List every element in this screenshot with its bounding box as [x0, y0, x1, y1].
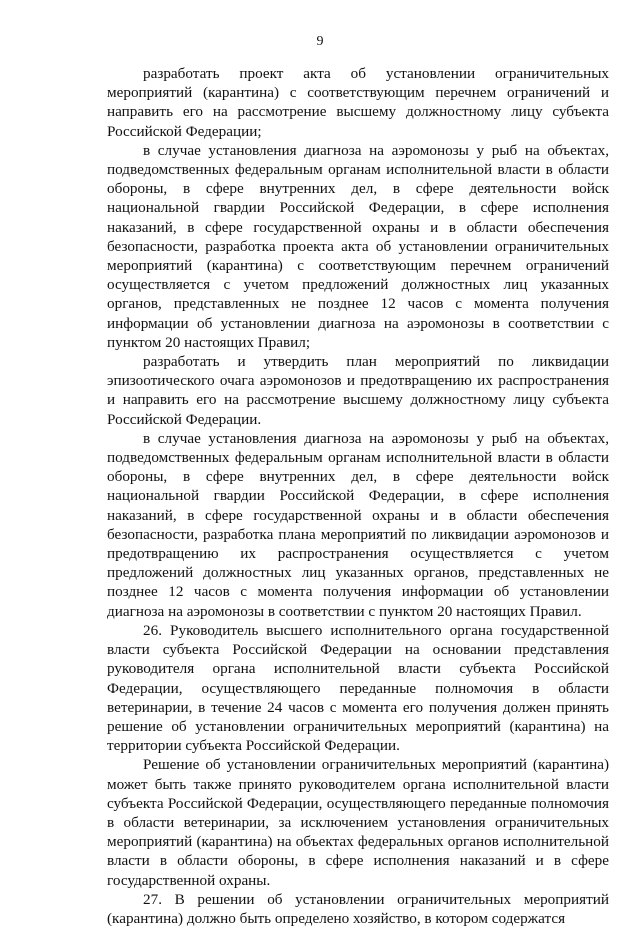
paragraph-clause-26: 26. Руководитель высшего исполнительного органа государственной власти субъекта Российской Федерации на основании представления руководителя органа исполнительной власти субъекта Российской Федерации, осуществляющего переданные полномочия в области ветеринарии, в течение 24 часов с момента его получения должен принять решение об установлении ограничительных мероприятий (карантина) на территории субъекта Российской Федерации.	[107, 621, 609, 755]
paragraph-diagnosis-federal-objects-plan: в случае установления диагноза на аэромонозы у рыб на объектах, подведомственных федеральным органам исполнительной власти в области обороны, в сфере внутренних дел, в сфере деятельности войск национальной гвардии Российской Федерации, в сфере исполнения наказаний, в сфере государственной охраны и в области обеспечения безопасности, разработка плана мероприятий по ликвидации аэромонозов и предотвращению их распространения осуществляется с учетом предложений должностных лиц указанных органов, представленных не позднее 12 часов с момента получения информации об установлении диагноза на аэромонозы в соответствии с пунктом 20 настоящих Правил.	[107, 429, 609, 620]
paragraph-clause-27: 27. В решении об установлении ограничительных мероприятий (карантина) должно быть определено хозяйство, в котором содержатся	[107, 890, 609, 927]
page-number: 9	[316, 34, 324, 49]
paragraph-quarantine-decision: Решение об установлении ограничительных мероприятий (карантина) может быть также принято руководителем органа исполнительной власти субъекта Российской Федерации, осуществляющего переданные полномочия в области ветеринарии, за исключением установления ограничительных мероприятий (карантина) на объектах федеральных органов исполнительной власти в области обороны, в сфере исполнения наказаний и в сфере государственной охраны.	[107, 756, 609, 889]
paragraph-develop-quarantine-act: разработать проект акта об установлении ограничительных мероприятий (карантина) с соответствующим перечнем ограничений и направить его на рассмотрение высшему должностному лицу субъекта Российской Федерации;	[107, 65, 609, 140]
paragraph-diagnosis-federal-objects-act: в случае установления диагноза на аэромонозы у рыб на объектах, подведомственных федеральным органам исполнительной власти в области обороны, в сфере внутренних дел, в сфере деятельности войск национальной гвардии Российской Федерации, в сфере исполнения наказаний, в сфере государственной охраны и в области обеспечения безопасности, разработка проекта акта об установлении ограничительных мероприятий (карантина) с соответствующим перечнем ограничений осуществляется с учетом предложений должностных лиц указанных органов, представленных не позднее 12 часов с момента получения информации об установлении диагноза на аэромонозы в соответствии с пунктом 20 настоящих Правил;	[107, 141, 609, 351]
document-body	[107, 64, 609, 928]
paragraph-develop-elimination-plan: разработать и утвердить план мероприятий по ликвидации эпизоотического очага аэромонозов и предотвращению их распространения и направить его на рассмотрение высшему должностному лицу субъекта Российской Федерации.	[107, 353, 609, 428]
